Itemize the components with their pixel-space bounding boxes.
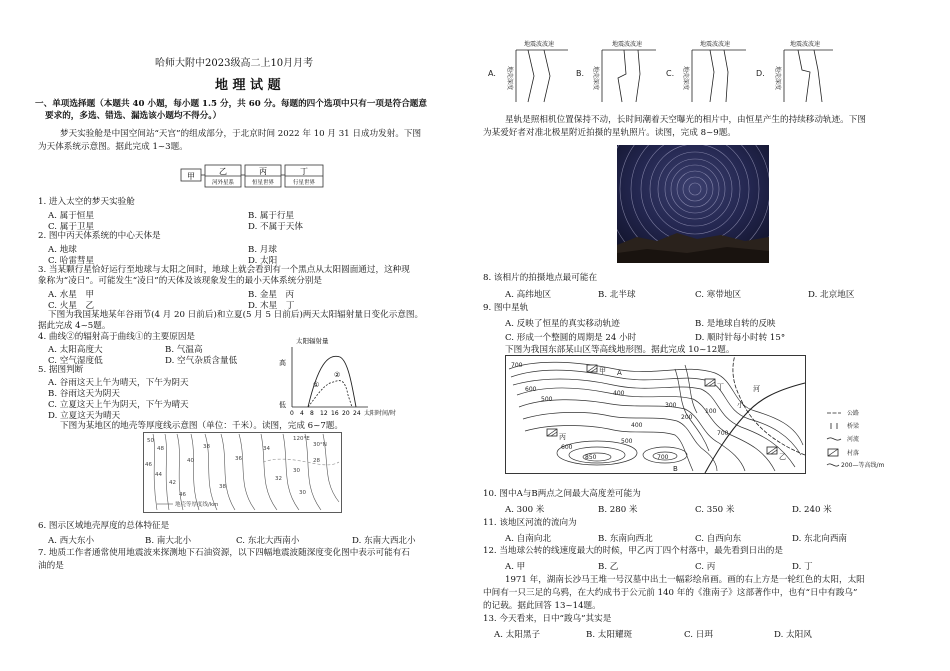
q8: 8. 该相片的拍摄地点最可能在 <box>483 273 598 283</box>
village-ding: 丁 <box>717 383 724 391</box>
q13-option-b[interactable]: B. 太阳耀斑 <box>586 630 633 640</box>
q1-option-d[interactable]: D. 不属于天体 <box>248 222 304 232</box>
crust-label-38: 38 <box>203 444 210 450</box>
crust-legend: 地壳等厚度线/km <box>175 502 219 508</box>
system-hierarchy-diagram <box>175 163 335 191</box>
q5-option-d[interactable]: D. 立夏这天为晴天 <box>48 411 121 421</box>
q5-option-b[interactable]: B. 谷雨这天为阴天 <box>48 389 120 399</box>
q3: 3. 当某颗行星恰好运行至地球与太阳之间时，地球上就会看到有一个黑点从太阳圆面通过，这种现 <box>38 265 410 275</box>
seismic-a-wave: 地震波波速 <box>524 41 555 48</box>
crust-label-46b: 46 <box>179 492 186 498</box>
q9-option-c[interactable]: C. 形成一个整圆的周期是 24 小时 <box>505 333 637 343</box>
q5-option-c[interactable]: C. 立夏这天上午为阴天，下午为晴天 <box>48 400 189 410</box>
topographic-map <box>505 355 885 475</box>
q10: 10. 图中A与B两点之间最大高度差可能为 <box>483 489 641 499</box>
river-label: 小 <box>737 401 744 409</box>
section-title: 一、单项选择题（本题共 40 小题，每小题 1.5 分，共 60 分。每题的四个选项中只有一项是符合题意 <box>35 99 427 109</box>
q8-option-b[interactable]: B. 北半球 <box>598 290 636 300</box>
q13: 13. 今天看来，日中“踆乌”其实是 <box>483 614 612 624</box>
q8-option-a[interactable]: A. 高纬地区 <box>505 290 552 300</box>
contour-700b: 700 <box>657 454 669 461</box>
intro-4b: 据此完成 4~5题。 <box>38 321 111 331</box>
q5: 5. 据图判断 <box>38 365 84 375</box>
q9: 9. 图中星轨 <box>483 303 529 313</box>
seismic-b-wave: 地震波波速 <box>612 41 643 48</box>
legend-river: 河流 <box>847 436 860 443</box>
q10-option-b[interactable]: B. 280 米 <box>598 505 638 515</box>
seismic-wave-diagrams[interactable] <box>488 36 833 106</box>
intro-4: 下图为我国某地某年谷雨节(4 月 20 日前后)和立夏(5 月 5 日前后)两天太阳辐射量日变化示意图。 <box>48 310 424 320</box>
curve-1-label: ① <box>313 381 320 389</box>
q10-option-a[interactable]: A. 300 米 <box>505 505 545 515</box>
legend-contour: 200—等高线/m <box>841 462 885 469</box>
crust-lon: 120°E <box>293 436 310 442</box>
q3-b: 象称为“凌日”。可能发生“凌日”的天体及该现象发生的最小天体系统分别是 <box>38 276 322 286</box>
chart-low: 低 <box>279 401 286 409</box>
intro-8b: 为某爱好者对准北极星附近拍摄的星轨照片。读图，完成 8~9题。 <box>483 128 736 138</box>
contour-200: 200 <box>681 414 693 421</box>
q11-option-c[interactable]: C. 自西向东 <box>695 534 742 544</box>
crust-label-50: 50 <box>147 438 154 444</box>
contour-300: 300 <box>665 402 677 409</box>
q7: 7. 地质工作者通常使用地震波来探测地下石油资源，以下四幅地震波随深度变化图中表示可能有石 <box>38 548 410 558</box>
seismic-c-wave: 地震波波速 <box>700 41 731 48</box>
q8-option-d[interactable]: D. 北京地区 <box>808 290 855 300</box>
contour-850: 850 <box>585 454 597 461</box>
crust-label-40: 40 <box>187 458 194 464</box>
tick-20: 20 <box>342 410 350 417</box>
intro-13b: 中间有一只三足的乌鸦，在大约成书于公元前 140 年的《淮南子》这部著作中，也有“日中有踆乌” <box>483 588 858 598</box>
river-label-2: 河 <box>753 385 760 393</box>
node-bing: 丙 <box>259 167 267 176</box>
seismic-b-depth: 地壳深度 <box>592 66 599 91</box>
crust-label-46: 46 <box>145 462 152 468</box>
crust-thickness-map <box>143 432 343 514</box>
crust-label-28: 28 <box>313 458 320 464</box>
seismic-d[interactable] <box>756 40 833 102</box>
village-jia: 甲 <box>599 367 606 375</box>
q4-option-c[interactable]: C. 空气湿度低 <box>48 356 103 366</box>
contour-500b: 500 <box>621 438 633 445</box>
q6-option-a[interactable]: A. 西大东小 <box>48 536 95 546</box>
q3-option-a[interactable]: A. 水星 甲 <box>48 290 95 300</box>
q10-option-c[interactable]: C. 350 米 <box>695 505 735 515</box>
legend-road: 公路 <box>847 410 860 417</box>
node-bing-label: 恒星世界 <box>251 180 275 186</box>
exam-subject: 地 理 试 题 <box>215 78 281 93</box>
q4-option-d[interactable]: D. 空气杂质含量低 <box>165 356 238 366</box>
q1-option-b[interactable]: B. 属于行星 <box>248 211 295 221</box>
q7-b: 油的是 <box>38 561 64 571</box>
section-title-2: 要求的，多选、错选、漏选该小题均不得分。） <box>45 111 222 121</box>
seismic-b[interactable] <box>576 40 656 102</box>
intro-10: 下图为我国东部某山区等高线地形图。据此完成 10~12题。 <box>505 345 735 355</box>
q5-option-a[interactable]: A. 谷雨这天上午为晴天，下午为阴天 <box>48 378 189 388</box>
node-ding: 丁 <box>300 167 308 176</box>
legend-bridge: 桥梁 <box>847 423 860 430</box>
seismic-b-letter: B. <box>576 69 585 78</box>
q6: 6. 图示区域地壳厚度的总体特征是 <box>38 521 170 531</box>
tick-8: 8 <box>310 410 314 417</box>
q3-option-c[interactable]: C. 火星 乙 <box>48 301 95 311</box>
chart-xlabel: 太阳时间/时 <box>364 410 397 417</box>
q12: 12. 当地球公转的线速度最大的时候，甲乙丙丁四个村落中，最先看到日出的是 <box>483 546 783 556</box>
q12-option-b[interactable]: B. 乙 <box>598 562 619 572</box>
q12-option-d[interactable]: D. 丁 <box>792 562 813 572</box>
tick-24: 24 <box>353 410 361 417</box>
q10-option-d[interactable]: D. 240 米 <box>792 505 832 515</box>
q1-option-a[interactable]: A. 属于恒星 <box>48 211 95 221</box>
q12-option-c[interactable]: C. 丙 <box>695 562 716 572</box>
q4: 4. 曲线②的辐射高于曲线①的主要原因是 <box>38 332 196 342</box>
q13-option-d[interactable]: D. 太阳风 <box>774 630 812 640</box>
crust-label-30b: 30 <box>299 490 306 496</box>
contour-600: 600 <box>525 386 537 393</box>
curve-2-label: ② <box>334 371 341 379</box>
seismic-d-depth: 地壳深度 <box>774 66 781 91</box>
q11-option-d[interactable]: D. 东北向西南 <box>792 534 848 544</box>
tick-0: 0 <box>290 410 294 417</box>
village-yi: 乙 <box>779 453 786 461</box>
seismic-c-depth: 地壳深度 <box>682 66 689 91</box>
star-trail-photo <box>617 145 769 263</box>
q6-option-b[interactable]: B. 南大北小 <box>145 536 192 546</box>
tick-16: 16 <box>331 410 339 417</box>
crust-label-38b: 38 <box>219 484 226 490</box>
point-a: A <box>617 369 622 377</box>
crust-label-34: 34 <box>263 446 270 452</box>
seismic-d-wave: 地震波波速 <box>790 41 821 48</box>
tick-12: 12 <box>320 410 328 417</box>
intro-6: 下图为某地区的地壳等厚度线示意图（单位：千米）。读图，完成 6~7题。 <box>60 421 343 431</box>
chart-ylabel: 太阳辐射量 <box>296 337 329 345</box>
point-b: B <box>673 465 678 473</box>
q11-option-b[interactable]: B. 东南向西北 <box>598 534 653 544</box>
crust-label-42: 42 <box>169 480 176 486</box>
legend-village: 村落 <box>847 450 860 457</box>
q8-option-c[interactable]: C. 寒带地区 <box>695 290 742 300</box>
contour-500: 500 <box>541 396 553 403</box>
q13-option-c[interactable]: C. 日珥 <box>684 630 713 640</box>
node-ding-label: 行星世界 <box>292 180 316 186</box>
q13-option-a[interactable]: A. 太阳黑子 <box>494 630 541 640</box>
contour-400: 400 <box>613 390 625 397</box>
q6-option-c[interactable]: C. 东北大西南小 <box>236 536 300 546</box>
q3-option-b[interactable]: B. 金星 丙 <box>248 290 295 300</box>
q9-option-a[interactable]: A. 反映了恒星的真实移动轨迹 <box>505 319 620 329</box>
tick-4: 4 <box>300 410 304 417</box>
intro-13: 1971 年，湖南长沙马王堆一号汉墓中出土一幅彩绘帛画。画的右上方是一轮红色的太阳，太阳 <box>505 575 865 585</box>
seismic-d-letter: D. <box>756 69 765 78</box>
seismic-c-letter: C. <box>666 69 675 78</box>
contour-100: 100 <box>705 408 717 415</box>
q11: 11. 该地区河流的流向为 <box>483 518 577 528</box>
q3-option-d[interactable]: D. 木星 丁 <box>248 301 295 311</box>
contour-400b: 400 <box>631 422 643 429</box>
crust-label-32: 32 <box>275 476 282 482</box>
contour-700: 700 <box>511 362 523 369</box>
node-jia: 甲 <box>187 172 195 181</box>
crust-label-36: 36 <box>235 456 242 462</box>
node-yi: 乙 <box>219 167 227 176</box>
intro-13c: 的记载。据此回答 13~14题。 <box>483 601 601 611</box>
seismic-a[interactable] <box>488 40 568 102</box>
q4-option-a[interactable]: A. 太阳高度大 <box>48 345 103 355</box>
intro-1: 梦天实验舱是中国空间站“天宫”的组成部分，于北京时间 2022 年 10 月 31 日成功发射。下图 <box>60 129 422 139</box>
q9-option-b[interactable]: B. 是地球自转的反映 <box>695 319 776 329</box>
q2: 2. 图中丙天体系统的中心天体是 <box>38 231 161 241</box>
q6-option-d[interactable]: D. 东南大西北小 <box>352 536 416 546</box>
exam-header: 哈师大附中2023级高二上10月月考 <box>155 58 314 69</box>
intro-8: 星轨是照相机位置保持不动，长时间潮着天空曝光的相片中，由恒星产生的持续移动轨迹。下图 <box>505 115 866 125</box>
q2-option-b[interactable]: B. 月球 <box>248 245 277 255</box>
q4-option-b[interactable]: B. 气温高 <box>165 345 203 355</box>
contour-600b: 600 <box>561 444 573 451</box>
chart-high: 高 <box>279 359 286 367</box>
q12-option-a[interactable]: A. 甲 <box>505 562 526 572</box>
q9-option-d[interactable]: D. 顺时针每小时转 15° <box>695 333 786 343</box>
crust-label-44: 44 <box>155 472 162 478</box>
q1-option-c[interactable]: C. 属于卫星 <box>48 222 95 232</box>
q11-option-a[interactable]: A. 自南向北 <box>505 534 552 544</box>
seismic-a-depth: 地壳深度 <box>506 66 513 91</box>
node-yi-label: 河外星系 <box>211 180 235 186</box>
q2-option-a[interactable]: A. 地球 <box>48 245 77 255</box>
seismic-a-letter: A. <box>488 69 496 78</box>
village-bing: 丙 <box>559 433 566 441</box>
crust-label-48: 48 <box>157 446 164 452</box>
q1: 1. 进入太空的梦天实验舱 <box>38 197 135 207</box>
seismic-c[interactable] <box>666 40 746 102</box>
intro-1b: 为天体系统示意图。据此完成 1~3题。 <box>38 142 188 152</box>
crust-label-30: 30 <box>293 468 300 474</box>
q2-option-d[interactable]: D. 太阳 <box>248 256 278 266</box>
contour-700c: 700 <box>717 430 729 437</box>
crust-lat: 30°N <box>313 442 327 448</box>
q2-option-c[interactable]: C. 哈雷彗星 <box>48 256 95 266</box>
